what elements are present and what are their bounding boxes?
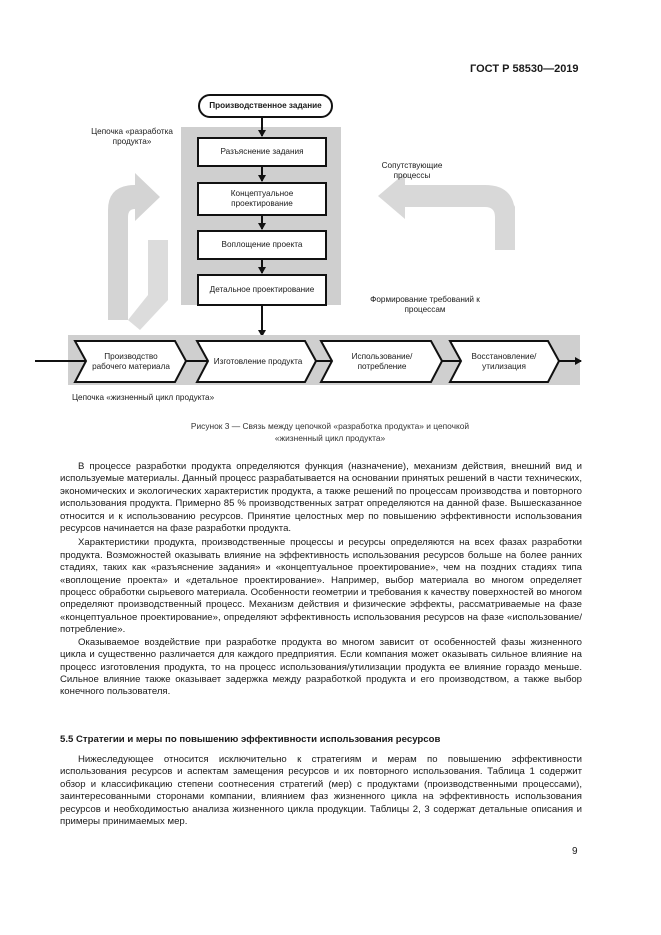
page-number: 9	[572, 846, 578, 857]
life-step-label-1: Производство рабочего материала	[92, 351, 170, 371]
chain-dev-label: Цепочка «разработка продукта»	[91, 127, 173, 146]
paragraph-1: В процессе разработки продукта определяются функция (назначение), механизм действия, внешний вид и используемые материалы. Данный процесс разрабатывается на основании принятых решений в части технических, экономических и экологических характеристик продукта, а также решений по процессам производства и повторного использования продукта. Примерно 85 % производственных затрат определяются на данной фазе. Вышесказанное относится и к использованию ресурсов. Принятие целостных мер по повышению эффективности использования ресурсов начинается на фазе разработки продукта.	[60, 461, 582, 535]
chain-life-label: Цепочка «жизненный цикл продукта»	[72, 393, 215, 402]
top-box-label: Производственное задание	[209, 101, 322, 110]
caption-line-1: Рисунок 3 — Связь между цепочкой «разработка продукта» и цепочкой	[190, 421, 470, 431]
life-step-label-3: Использование/ потребление	[351, 351, 413, 371]
caption-line-2: «жизненный цикл продукта»	[274, 433, 386, 443]
paragraph-3: Оказываемое воздействие при разработке продукта во многом зависит от особенностей фазы жизненного цикла и существенно различается для каждого предприятия. Если компания может оказывать сильное влияние на процесс изготовления продукта, то на процесс использования/утилизации продукта ее влияние гораздо меньше. Сильное влияние также оказывает задержка между разработкой продукта и его производством, а также выбор конечного пользователя.	[60, 636, 582, 698]
requirements-label: Формирование требований к процессам	[370, 295, 480, 314]
left-curved-arrow-tail	[128, 240, 168, 330]
body-text-block-1	[60, 461, 582, 699]
paragraph-4: Нижеследующее относится исключительно к стратегиям и мерам по повышению эффективности использования ресурсов и аспектам замещения ресурсов и их повторного использования. Таблица 1 содержит обзор и классификацию степени соотнесения стратегий (мер) с продуктами (производственными процессами), заинтересованными сторонами компании, влиянием фаз жизненного цикла на эффективность использования ресурсов и необходимостью анализа жизненного цикла продукции. Таблицы 2, 3 содержат детальные описания и примеры принимаемых мер.	[60, 754, 582, 828]
right-curved-arrow	[405, 185, 515, 250]
section-title: 5.5 Стратегии и меры по повышению эффективности использования ресурсов	[60, 734, 441, 745]
body-text-block-2	[60, 754, 582, 828]
dev-step-label-3: Воплощение проекта	[221, 240, 303, 249]
dev-step-label-2: Концептуальное проектирование	[230, 189, 294, 208]
paragraph-2: Характеристики продукта, производственные процессы и ресурсы определяются на всех фазах разработки продукта. Возможностей оказывать влияние на эффективность использования ресурсов больше на более ранних стадиях, таких как «разъяснение задания» и «концептуальное проектирование», чем на поздних стадиях типа «воплощение проекта» и «детальное проектирование». Например, выбор материала во многом определяет процесс обработки сырьевого материала. Особенности геометрии и требования к качеству поверхностей во многом определяют производственный процесс. Механизм действия и физические эффекты, рассматриваемые на фазе «концептуальное проектирование», определяют эффективность использования ресурсов на фазе «использование/потребление».	[60, 537, 582, 636]
dev-step-label-1: Разъяснение задания	[220, 147, 304, 156]
standard-code: ГОСТ Р 58530—2019	[470, 63, 579, 75]
life-step-label-4: Восстановление/ утилизация	[471, 351, 537, 371]
figure-caption	[80, 420, 580, 444]
side-processes-label: Сопутствующие процессы	[381, 161, 443, 180]
figure-diagram	[0, 85, 661, 415]
life-step-label-2: Изготовление продукта	[213, 356, 303, 366]
dev-step-label-4: Детальное проектирование	[209, 285, 315, 294]
